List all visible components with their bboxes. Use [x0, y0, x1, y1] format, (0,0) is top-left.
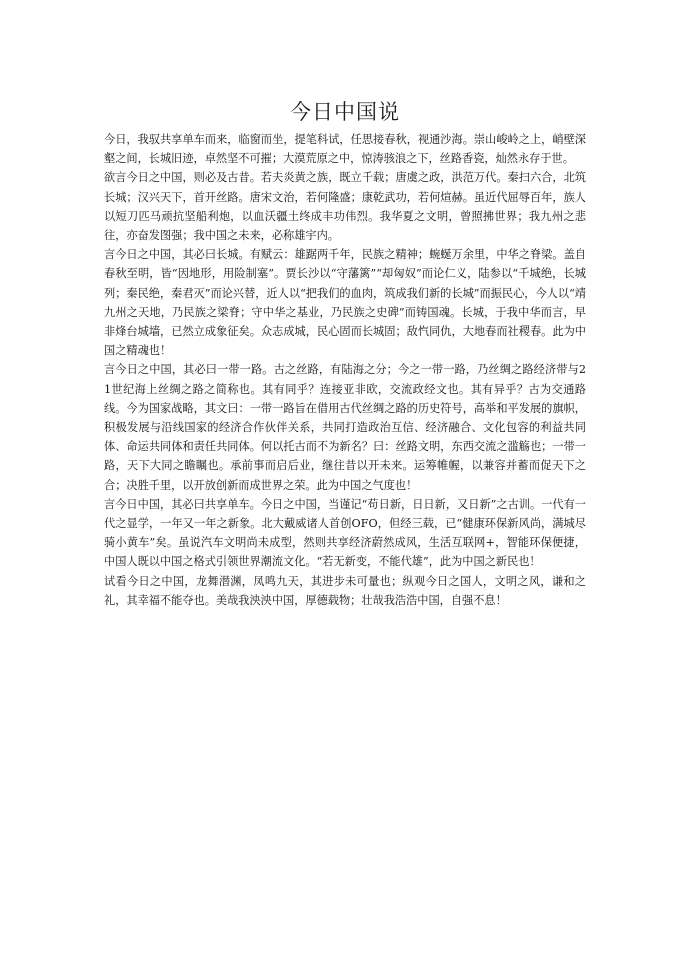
- paragraph-great-wall: 言今日之中国，其必曰长城。有赋云：雄踞两千年，民族之精神；蜿蜒万余里，中华之脊梁。盖自春秋至明，皆“因地形，用险制塞”。贾长沙以“守藩篱”“却匈奴”而论仁义，陆参以“千城绝，长城列；秦民绝，秦君灭”而论兴替，近人以“把我们的血肉，筑成我们新的长城”而振民心，今人以“靖九州之天地，乃民族之梁脊；守中华之基业，乃民族之史碑”而铸国魂。长城，于我中华而言，早非烽台城墙，已然立成象征矣。众志成城，民心固而长城固；敌忾同仇，大地春而社稷春。此为中国之精魂也！: [104, 248, 586, 358]
- paragraph-conclusion: 试看今日之中国，龙舞潜渊，凤鸣九天，其进步未可量也；纵观今日之国人，文明之风，谦和之礼，其幸福不能夺也。美哉我泱泱中国，厚德载物；壮哉我浩浩中国，自强不息！: [104, 574, 586, 607]
- paragraph-shared-bikes: 言今日中国，其必曰共享单车。今日之中国，当谨记“苟日新，日日新，又日新”之古训。一代有一代之显学，一年又一年之新象。北大戴威诸人首创OFO，但经三载，已“健康环保新风尚，满城尽骑小黄车”矣。虽说汽车文明尚未成型，然则共享经济蔚然成风，生活互联网+，智能环保便捷，中国人既以中国之格式引领世界潮流文化。“若无新变，不能代雄”，此为中国之新民也！: [104, 497, 586, 569]
- paragraph-intro: 今日，我驭共享单车而来，临窗而坐，提笔科试，任思接春秋，视通沙海。崇山峻岭之上，峭壁深壑之间，长城旧迹，卓然坚不可摧；大漠荒原之中，惊涛骇浪之下，丝路香瓷，灿然永存于世。: [104, 133, 586, 166]
- document-title: 今日中国说: [290, 100, 400, 124]
- paragraph-history: 欲言今日之中国，则必及古昔。若夫炎黄之族，既立千载；唐虞之政，洪范万代。秦扫六合，北筑长城；汉兴天下，首开丝路。唐宋文治，若何隆盛；康乾武功，若何煊赫。虽近代屈辱百年，族人以短刀匹马顽抗坚船利炮，以血沃疆土终成丰功伟烈。我华夏之文明，曾照拂世界；我九州之悲往，亦奋发图强；我中国之未来，必称雄宇内。: [104, 171, 586, 243]
- paragraph-belt-and-road: 言今日之中国，其必曰一带一路。古之丝路，有陆海之分；今之一带一路，乃丝绸之路经济带与21世纪海上丝绸之路之简称也。其有同乎？连接亚非欧，交流政经文也。其有异乎？古为交通路线。今为国家战略，其文曰：一带一路旨在借用古代丝绸之路的历史符号，高举和平发展的旗帜，积极发展与沿线国家的经济合作伙伴关系，共同打造政治互信、经济融合、文化包容的利益共同体、命运共同体和责任共同体。何以托古而不为新名？曰：丝路文明，东西交流之滥觞也；一带一路，天下大同之瞻瞩也。承前事而启后业，继往昔以开未来。运筹帷幄，以兼容并蓄而促天下之合；决胜千里，以开放创新而成世界之荣。此为中国之气度也！: [104, 363, 586, 492]
- document-body: [104, 130, 586, 610]
